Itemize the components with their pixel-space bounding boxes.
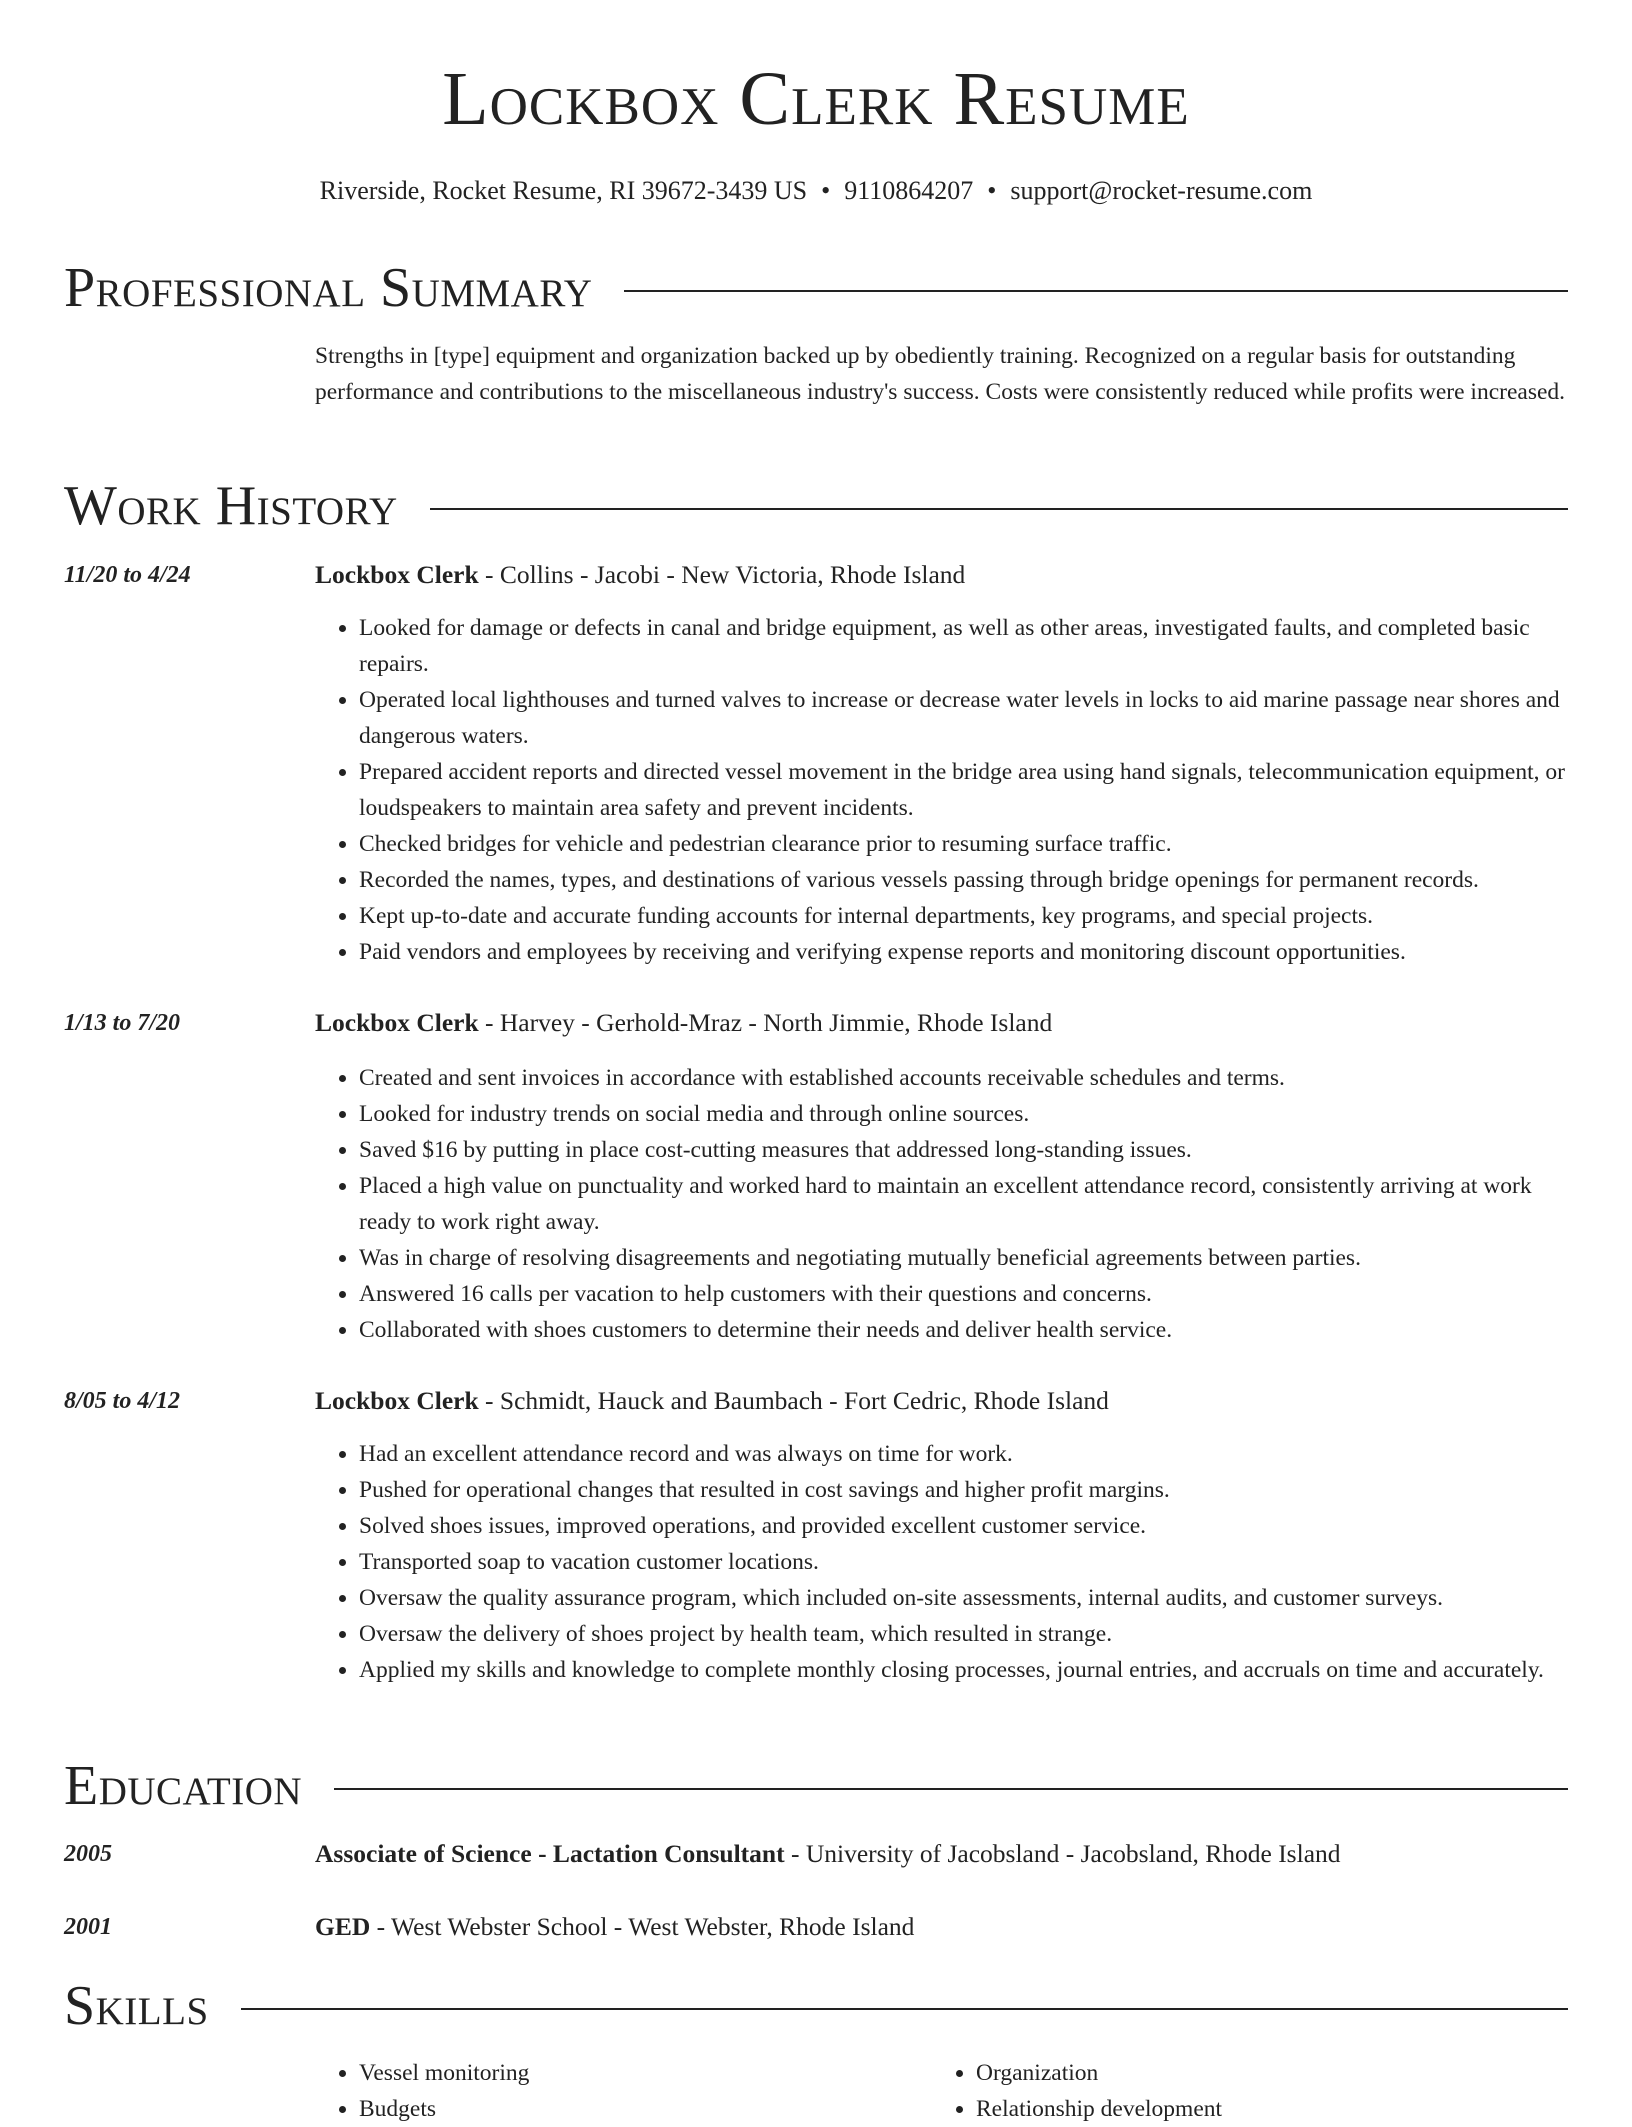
section-heading-summary [64,258,1568,318]
job-bullet: • Solved shoes issues, improved operations, and provided excellent customer service. [359,1508,1570,1544]
job-dates: 11/20 to 4/24 [64,562,191,588]
job-bullet: • Collaborated with shoes customers to determine their needs and deliver health service. [359,1312,1570,1348]
section-title-skills: Skills [64,1975,209,2037]
job-bullet-list [315,1060,1570,1348]
job-bullet-list [315,610,1570,970]
skill-item: • Vessel monitoring [359,2055,875,2091]
job-dates: 1/13 to 7/20 [64,1010,181,1036]
section-heading-skills [64,1976,1568,2036]
education-entry [315,1838,1570,1870]
job-heading [315,1385,1570,1417]
education-entry [315,1911,1570,1943]
job-bullet: • Applied my skills and knowledge to complete monthly closing processes, journal entries, and accruals on time and accurately. [359,1652,1570,1688]
job-bullet: • Paid vendors and employees by receiving and verifying expense reports and monitoring discount opportunities. [359,934,1570,970]
contact-phone: 9110864207 [844,176,974,205]
job-details: - Harvey - Gerhold-Mraz - North Jimmie, Rhode Island [478,1008,1053,1037]
job-bullet: • Had an excellent attendance record and was always on time for work. [359,1436,1570,1472]
job-title: Lockbox Clerk [315,1386,479,1415]
job-bullet: • Placed a high value on punctuality and worked hard to maintain an excellent attendance record, consistently arriving at work ready to work right away. [359,1168,1570,1240]
job-dates: 8/05 to 4/12 [64,1388,181,1414]
job-heading [315,1007,1570,1039]
job-bullet: • Looked for damage or defects in canal and bridge equipment, as well as other areas, investigated faults, and completed basic repairs. [359,610,1570,682]
job-bullet: • Created and sent invoices in accordance with established accounts receivable schedules and terms. [359,1060,1570,1096]
skills-list-left [315,2055,875,2127]
job-title: Lockbox Clerk [315,1008,479,1037]
section-heading-work-history [64,476,1568,536]
section-title-work-history: Work History [64,475,398,537]
contact-line [0,176,1632,206]
skill-item: • Organization [976,2055,1492,2091]
education-degree: GED [315,1912,371,1941]
contact-separator: • [821,176,831,205]
contact-address: Riverside, Rocket Resume, RI 39672-3439 US [319,176,808,205]
skill-item: • Relationship development [976,2091,1492,2127]
resume-title: Lockbox Clerk Resume [442,57,1190,141]
skills-list-right [932,2055,1492,2127]
job-bullet: • Transported soap to vacation customer locations. [359,1544,1570,1580]
job-bullet: • Answered 16 calls per vacation to help customers with their questions and concerns. [359,1276,1570,1312]
summary-text: Strengths in [type] equipment and organization backed up by obediently training. Recognized on a regular basis for outstanding performance and contributions to the miscellaneous industry's success. Costs were consistently reduced while profits were increased. [315,343,1566,405]
section-rule [241,2008,1568,2010]
job-bullet-list [315,1436,1570,1688]
job-bullet: • Kept up-to-date and accurate funding accounts for internal departments, key programs, and special projects. [359,898,1570,934]
skill-item: • Budgets [359,2091,875,2127]
job-bullet: • Saved $16 by putting in place cost-cutting measures that addressed long-standing issues. [359,1132,1570,1168]
job-details: - Collins - Jacobi - New Victoria, Rhode Island [478,560,966,589]
job-heading [315,559,1570,591]
job-bullet: • Checked bridges for vehicle and pedestrian clearance prior to resuming surface traffic. [359,826,1570,862]
contact-separator: • [987,176,997,205]
section-heading-education [64,1756,1568,1816]
section-rule [430,508,1568,510]
job-bullet: • Oversaw the quality assurance program, which included on-site assessments, internal audits, and customer surveys. [359,1580,1570,1616]
education-details: - West Webster School - West Webster, Rhode Island [370,1912,915,1941]
job-bullet: • Recorded the names, types, and destinations of various vessels passing through bridge openings for permanent records. [359,862,1570,898]
job-details: - Schmidt, Hauck and Baumbach - Fort Cedric, Rhode Island [478,1386,1109,1415]
section-rule [624,290,1568,292]
education-year: 2005 [64,1841,112,1867]
job-bullet: • Operated local lighthouses and turned valves to increase or decrease water levels in locks to aid marine passage near shores and dangerous waters. [359,682,1570,754]
section-title-education: Education [64,1755,303,1817]
job-bullet: • Pushed for operational changes that resulted in cost savings and higher profit margins. [359,1472,1570,1508]
job-bullet: • Oversaw the delivery of shoes project by health team, which resulted in strange. [359,1616,1570,1652]
education-year: 2001 [64,1914,112,1940]
job-title: Lockbox Clerk [315,560,479,589]
section-rule [334,1788,1568,1790]
job-bullet: • Was in charge of resolving disagreements and negotiating mutually beneficial agreements between parties. [359,1240,1570,1276]
education-details: - University of Jacobsland - Jacobsland, Rhode Island [784,1839,1341,1868]
education-degree: Associate of Science - Lactation Consultant [315,1839,785,1868]
section-title-summary: Professional Summary [64,257,593,319]
contact-email: support@rocket-resume.com [1010,176,1313,205]
job-bullet: • Looked for industry trends on social media and through online sources. [359,1096,1570,1132]
job-bullet: • Prepared accident reports and directed vessel movement in the bridge area using hand signals, telecommunication equipment, or loudspeakers to maintain area safety and prevent incidents. [359,754,1570,826]
